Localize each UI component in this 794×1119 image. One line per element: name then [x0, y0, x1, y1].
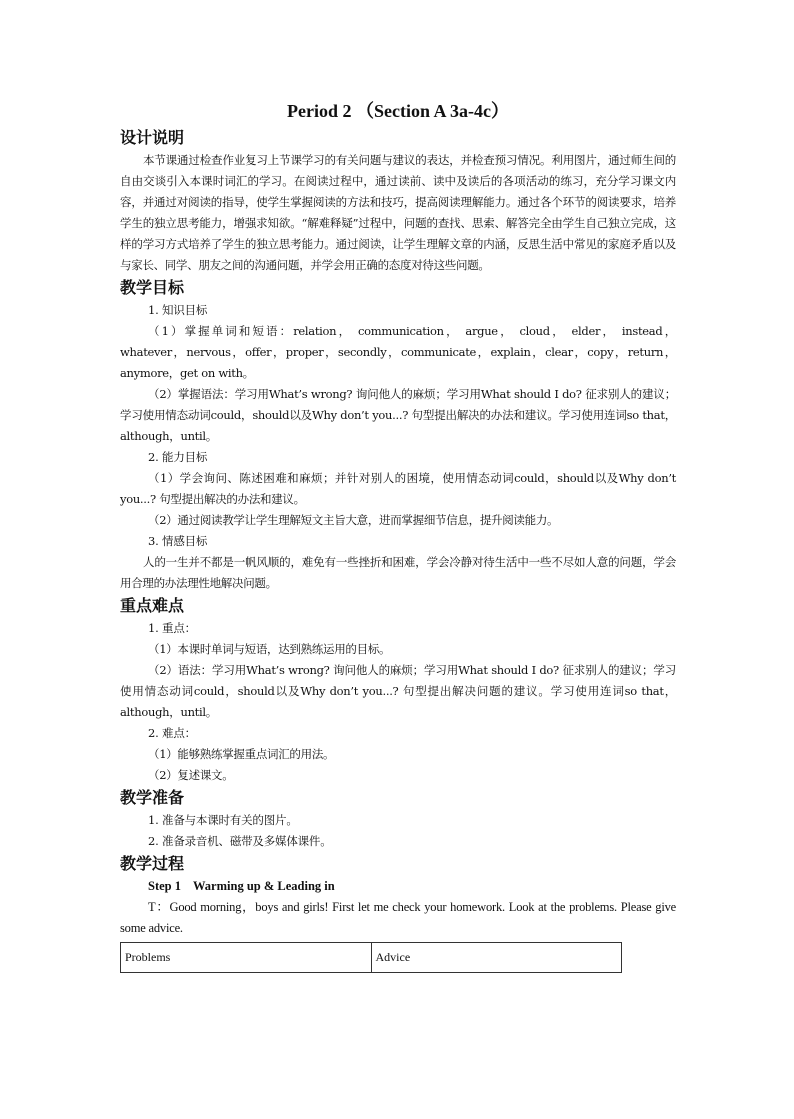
ability-goal-label: 2. 能力目标 — [148, 450, 208, 464]
step-1-title — [120, 876, 676, 897]
knowledge-goal-grammar: （2）掌握语法：学习用What’s wrong? 询问他人的麻烦；学习用What should I do? 征求别人的建议；学习使用情态动词could，should以及Why don’t you...? 句型提出解决的办法和建议。学习使用连词so that，although，until。 — [120, 387, 676, 443]
focus-label: 1. 重点： — [148, 621, 196, 635]
difficulty-item-1: （1）能够熟练掌握重点词汇的用法。 — [148, 747, 335, 761]
focus-item-2: （2）语法：学习用What’s wrong? 询问他人的麻烦；学习用What should I do? 征求别人的建议；学习使用情态动词could，should以及Why don’t you...? 句型提出解决问题的建议。学习使用连词so that，although，until。 — [120, 663, 676, 719]
step-label: Step 1 — [148, 879, 181, 893]
key-points-heading: 重点难点 — [120, 596, 185, 615]
document-page — [120, 96, 676, 973]
design-heading: 设计说明 — [120, 128, 185, 147]
problems-header-cell: Problems — [121, 943, 372, 973]
ability-goal-2: （2）通过阅读教学让学生理解短文主旨大意，进而掌握细节信息，提升阅读能力。 — [148, 513, 559, 527]
step-title-text: Warming up & Leading in — [193, 879, 335, 893]
ability-goal-1: （1）学会询问、陈述困难和麻烦；并针对别人的困境，使用情态动词could，should以及Why don’t you...? 句型提出解决的办法和建议。 — [120, 471, 676, 506]
prep-heading: 教学准备 — [120, 788, 185, 807]
teacher-dialogue: T：Good morning，boys and girls! First let me check your homework. Look at the problems. Please give some advice. — [120, 900, 676, 935]
table-row — [121, 943, 622, 973]
page-title: Period 2 （Section A 3a-4c） — [287, 101, 509, 121]
knowledge-goal-label: 1. 知识目标 — [148, 303, 208, 317]
difficulty-label: 2. 难点： — [148, 726, 196, 740]
prep-item-2: 2. 准备录音机、磁带及多媒体课件。 — [148, 834, 332, 848]
focus-item-1: （1）本课时单词与短语，达到熟练运用的目标。 — [148, 642, 391, 656]
goals-heading: 教学目标 — [120, 278, 185, 297]
process-heading: 教学过程 — [120, 854, 185, 873]
difficulty-item-2: （2）复述课文。 — [148, 768, 234, 782]
prep-item-1: 1. 准备与本课时有关的图片。 — [148, 813, 298, 827]
advice-header-cell: Advice — [371, 943, 622, 973]
emotion-goal-label: 3. 情感目标 — [148, 534, 208, 548]
design-paragraph: 本节课通过检查作业复习上节课学习的有关问题与建议的表达，并检查预习情况。利用图片，通过师生间的自由交谈引入本课时词汇的学习。在阅读过程中，通过读前、读中及读后的各项活动的练习，充分学习课文内容，并通过对阅读的指导，使学生掌握阅读的方法和技巧，提高阅读理解能力。通过各个环节的阅读要求，培养学生的独立思考能力，增强求知欲。“解难释疑”过程中，问题的查找、思索、解答完全由学生自己独立完成，这样的学习方式培养了学生的独立思考能力。通过阅读，让学生理解文章的内涵，反思生活中常见的家庭矛盾以及与家长、同学、朋友之间的沟通问题，并学会用正确的态度对待这些问题。 — [120, 153, 676, 272]
knowledge-goal-vocabulary: （1）掌握单词和短语：relation， communication， argue， cloud， elder， instead， whatever，nervous，offer，proper，secondly，communicate，explain，clear，copy，return，anymore，get on with。 — [120, 324, 676, 380]
problems-advice-table — [120, 942, 622, 973]
emotion-goal-text: 人的一生并不都是一帆风顺的，难免有一些挫折和困难，学会冷静对待生活中一些不尽如人意的问题，学会用合理的办法理性地解决问题。 — [120, 555, 676, 590]
